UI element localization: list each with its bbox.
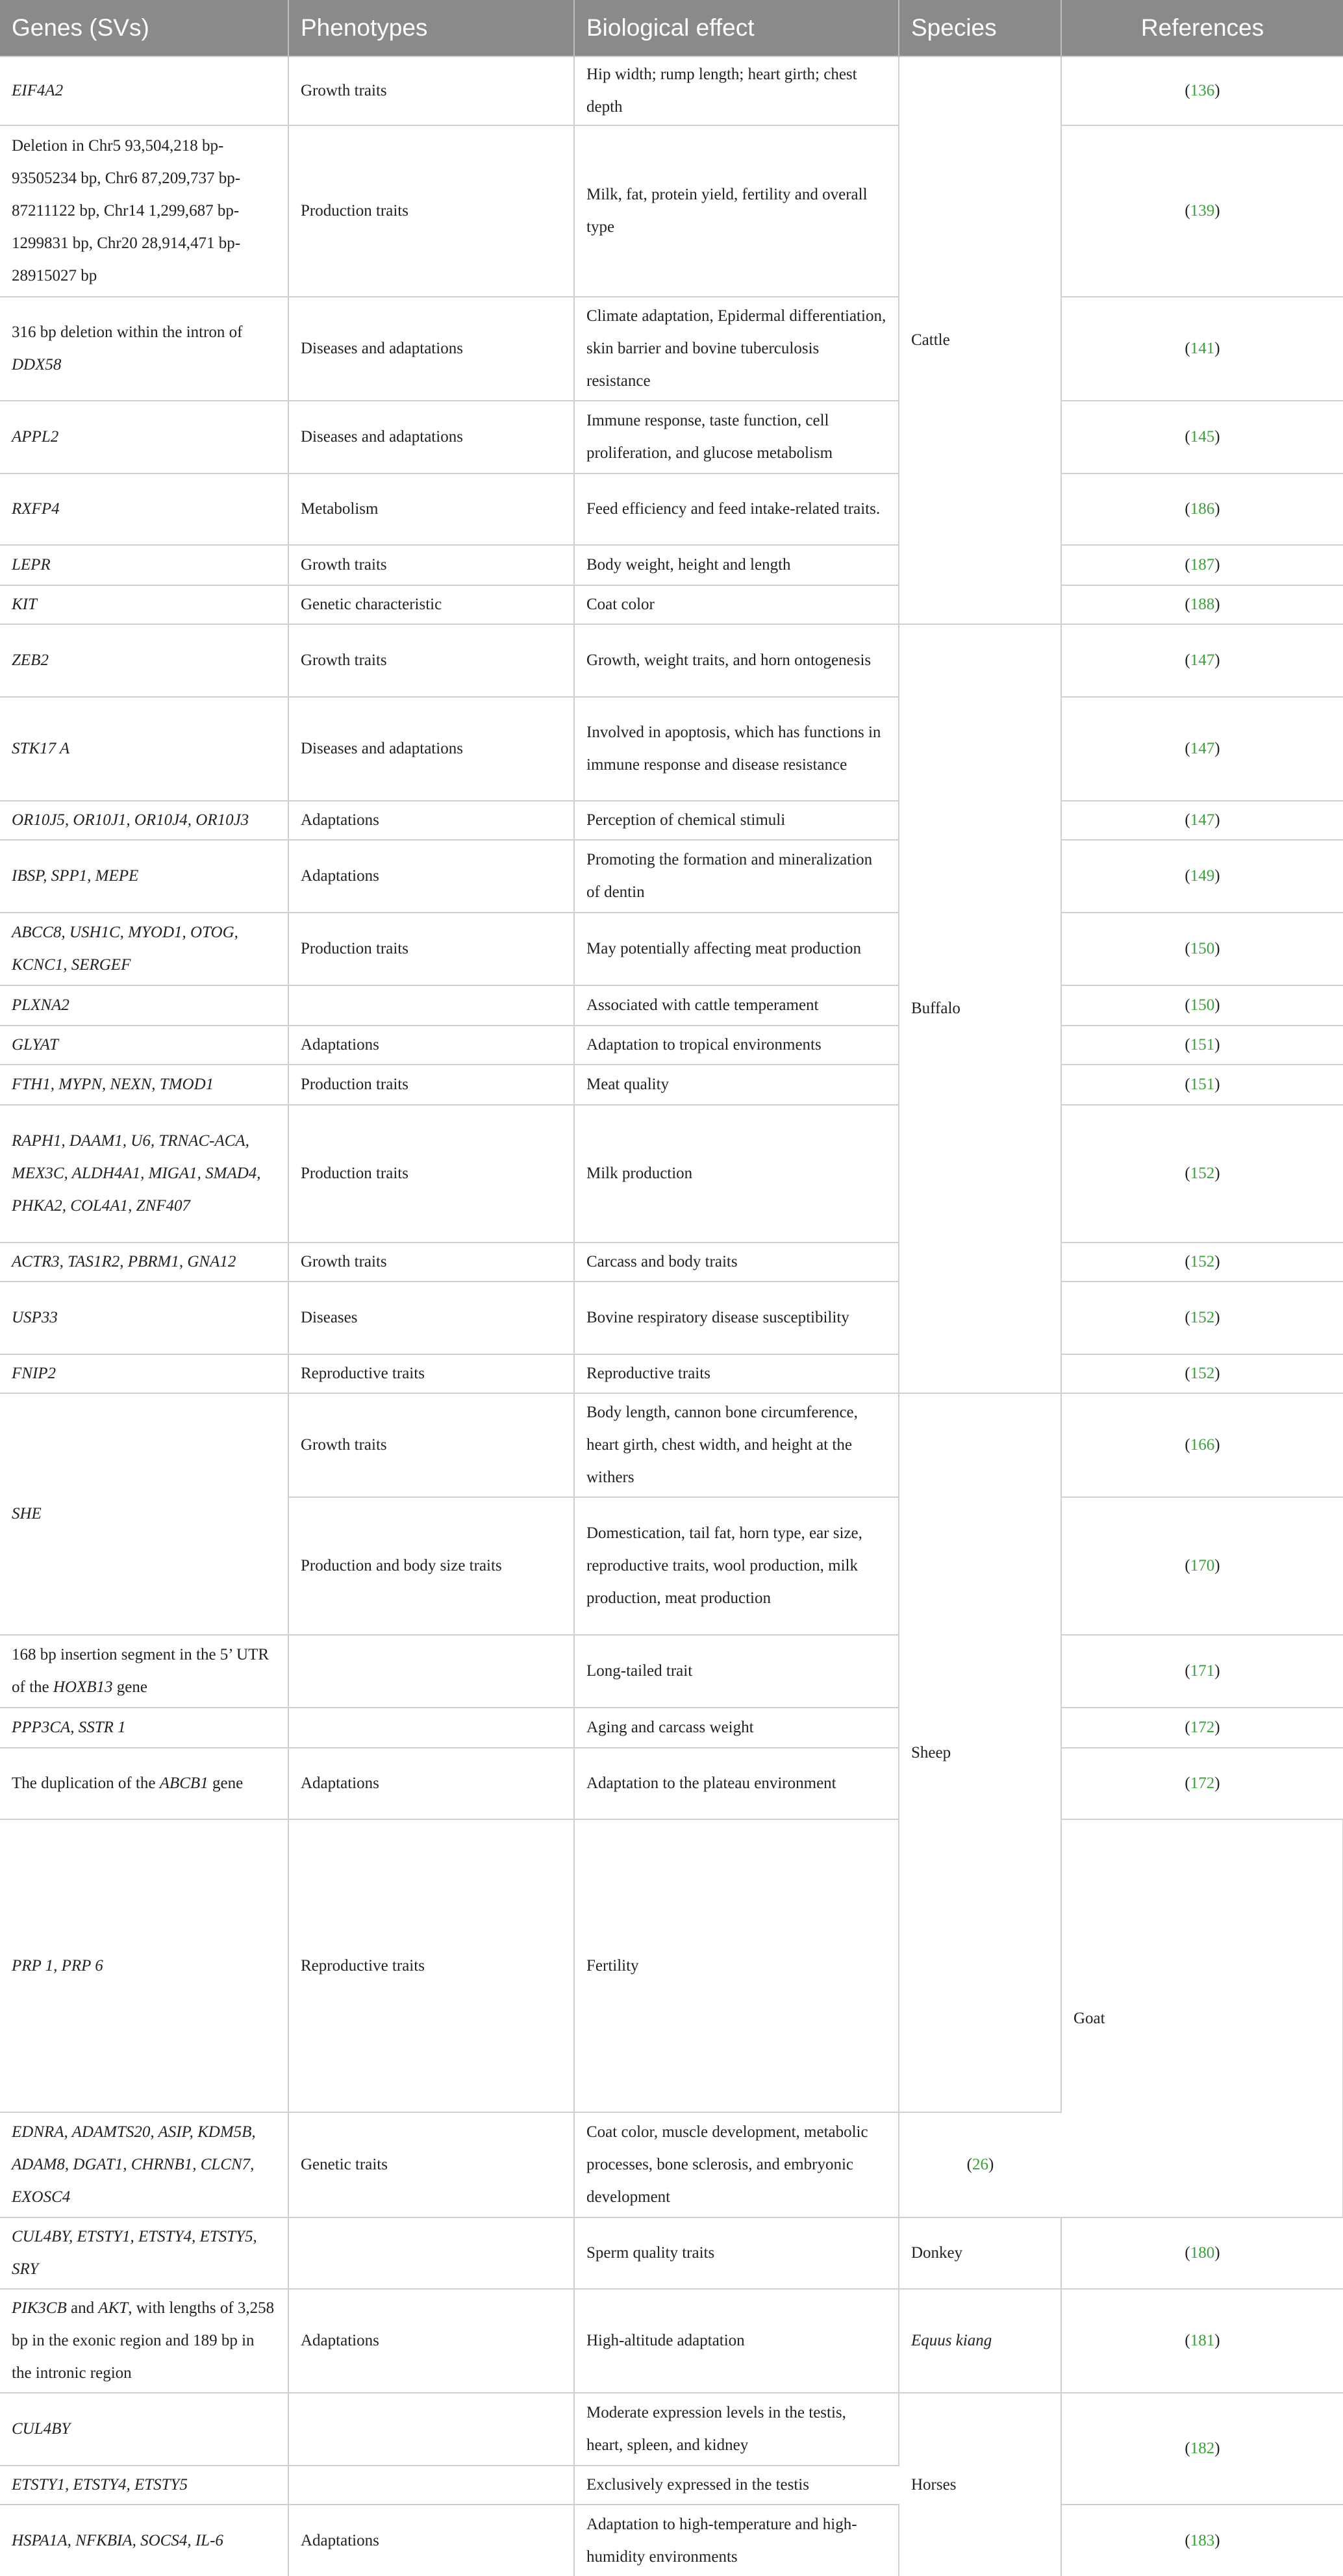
species-cell-buffalo: Buffalo: [899, 624, 1061, 1393]
phenotype-cell: Genetic characteristic: [288, 585, 574, 624]
phenotype-cell: Adaptations: [288, 1026, 574, 1065]
effect-cell: Long-tailed trait: [574, 1635, 899, 1708]
effect-cell: Milk, fat, protein yield, fertility and overall type: [574, 125, 899, 297]
gene-cell: USP33: [0, 1282, 288, 1354]
gene-cell: GLYAT: [0, 1026, 288, 1065]
reference-cell: (139): [1061, 125, 1343, 297]
phenotype-cell: Growth traits: [288, 624, 574, 697]
gene-cell: ACTR3, TAS1R2, PBRM1, GNA12: [0, 1243, 288, 1282]
table-row: [0, 401, 1343, 474]
reference-cell: (150): [1061, 985, 1343, 1026]
table-row: [0, 1026, 1343, 1065]
gene-cell: KIT: [0, 585, 288, 624]
reference-link[interactable]: 186: [1190, 500, 1215, 518]
reference-cell: (151): [1061, 1026, 1343, 1065]
species-cell-equus-kiang: Equus kiang: [899, 2289, 1061, 2393]
effect-cell: Body weight, height and length: [574, 545, 899, 585]
gene-cell: PPP3CA, SSTR 1: [0, 1708, 288, 1748]
reference-link[interactable]: 150: [1190, 940, 1215, 957]
gene-cell: FTH1, MYPN, NEXN, TMOD1: [0, 1065, 288, 1105]
reference-link[interactable]: 170: [1190, 1557, 1215, 1574]
reference-cell: (147): [1061, 624, 1343, 697]
reference-link[interactable]: 151: [1190, 1036, 1215, 1054]
gene-cell: HSPA1A, NFKBIA, SOCS4, IL-6: [0, 2505, 288, 2576]
gene-cell: PRP 1, PRP 6: [0, 1819, 288, 2112]
effect-cell: Feed efficiency and feed intake-related traits.: [574, 474, 899, 545]
phenotype-cell: [288, 985, 574, 1026]
reference-link[interactable]: 172: [1190, 1719, 1215, 1736]
table-row: [0, 985, 1343, 1026]
phenotype-cell: [288, 2466, 574, 2505]
gene-cell: ZEB2: [0, 624, 288, 697]
reference-link[interactable]: 152: [1190, 1165, 1215, 1182]
phenotype-cell: [288, 1708, 574, 1748]
reference-link[interactable]: 181: [1190, 2332, 1215, 2349]
gene-cell: CUL4BY, ETSTY1, ETSTY4, ETSTY5, SRY: [0, 2217, 288, 2289]
phenotype-cell: Diseases and adaptations: [288, 401, 574, 474]
phenotype-cell: Diseases: [288, 1282, 574, 1354]
effect-cell: Coat color, muscle development, metabolic processes, bone sclerosis, and embryonic development: [574, 2112, 899, 2217]
phenotype-cell: [288, 1635, 574, 1708]
reference-link[interactable]: 150: [1190, 996, 1215, 1014]
gene-cell: IBSP, SPP1, MEPE: [0, 840, 288, 913]
reference-cell: (150): [1061, 913, 1343, 985]
phenotype-cell: Production traits: [288, 1105, 574, 1243]
gene-cell: STK17 A: [0, 697, 288, 801]
gene-cell: ETSTY1, ETSTY4, ETSTY5: [0, 2466, 288, 2505]
table-row: [0, 2393, 1343, 2466]
reference-cell: (182): [1061, 2393, 1343, 2505]
table-row: [0, 2289, 1343, 2393]
phenotype-cell: Production and body size traits: [288, 1497, 574, 1635]
effect-cell: Meat quality: [574, 1065, 899, 1105]
effect-cell: Body length, cannon bone circumference, heart girth, chest width, and height at the withers: [574, 1393, 899, 1497]
table-row: [0, 1635, 1343, 1708]
table-row: [0, 125, 1343, 297]
phenotype-cell: Adaptations: [288, 801, 574, 840]
table-row: [0, 57, 1343, 125]
effect-cell: Fertility: [574, 1819, 899, 2112]
effect-cell: High-altitude adaptation: [574, 2289, 899, 2393]
gene-cell: ABCC8, USH1C, MYOD1, OTOG, KCNC1, SERGEF: [0, 913, 288, 985]
gene-cell: Deletion in Chr5 93,504,218 bp-93505234 bp, Chr6 87,209,737 bp-87211122 bp, Chr14 1,299,687 bp-1299831 bp, Chr20 28,914,471 bp-28915027 bp: [0, 125, 288, 297]
reference-link[interactable]: 166: [1190, 1436, 1215, 1454]
phenotype-cell: Adaptations: [288, 2289, 574, 2393]
gene-cell: APPL2: [0, 401, 288, 474]
reference-link[interactable]: 26: [972, 2156, 988, 2173]
reference-cell: (149): [1061, 840, 1343, 913]
phenotype-cell: Production traits: [288, 125, 574, 297]
effect-cell: Immune response, taste function, cell proliferation, and glucose metabolism: [574, 401, 899, 474]
header-references: References: [1061, 0, 1343, 57]
reference-link[interactable]: 152: [1190, 1309, 1215, 1326]
gene-cell: 316 bp deletion within the intron of DDX58: [0, 297, 288, 401]
effect-cell: Exclusively expressed in the testis: [574, 2466, 899, 2505]
effect-cell: Climate adaptation, Epidermal differentiation, skin barrier and bovine tuberculosis resistance: [574, 297, 899, 401]
table-row: [0, 840, 1343, 913]
effect-cell: Bovine respiratory disease susceptibility: [574, 1282, 899, 1354]
table-row: [0, 1393, 1343, 1497]
table-row: [0, 913, 1343, 985]
reference-link[interactable]: 152: [1190, 1365, 1215, 1382]
gene-cell: FNIP2: [0, 1354, 288, 1393]
species-cell-goat: Goat: [1061, 1819, 1343, 2217]
effect-cell: May potentially affecting meat production: [574, 913, 899, 985]
table-row: [0, 585, 1343, 624]
header-species: Species: [899, 0, 1061, 57]
table-row: [0, 297, 1343, 401]
reference-link[interactable]: 147: [1190, 651, 1215, 669]
table-row: [0, 1708, 1343, 1748]
phenotype-cell: Growth traits: [288, 1243, 574, 1282]
table-row: [0, 801, 1343, 840]
phenotype-cell: Production traits: [288, 913, 574, 985]
reference-link[interactable]: 188: [1190, 596, 1215, 613]
reference-cell: (171): [1061, 1635, 1343, 1708]
reference-link[interactable]: 136: [1190, 82, 1215, 99]
reference-link[interactable]: 145: [1190, 428, 1215, 446]
reference-cell: (26): [899, 2112, 1061, 2217]
reference-link[interactable]: 172: [1190, 1774, 1215, 1792]
table-row: [0, 2505, 1343, 2576]
effect-cell: Aging and carcass weight: [574, 1708, 899, 1748]
effect-cell: Carcass and body traits: [574, 1243, 899, 1282]
effect-cell: Moderate expression levels in the testis, heart, spleen, and kidney: [574, 2393, 899, 2466]
reference-link[interactable]: 139: [1190, 202, 1215, 220]
reference-link[interactable]: 147: [1190, 811, 1215, 829]
header-row: [0, 0, 1343, 57]
table-row: [0, 1065, 1343, 1105]
effect-cell: Involved in apoptosis, which has functions in immune response and disease resistance: [574, 697, 899, 801]
phenotype-cell: Adaptations: [288, 2505, 574, 2576]
gene-cell: CUL4BY: [0, 2393, 288, 2466]
reference-link[interactable]: 171: [1190, 1662, 1215, 1680]
gene-cell: The duplication of the ABCB1 gene: [0, 1748, 288, 1819]
reference-link[interactable]: 151: [1190, 1076, 1215, 1093]
reference-cell: (172): [1061, 1748, 1343, 1819]
effect-cell: Domestication, tail fat, horn type, ear size, reproductive traits, wool production, milk production, meat production: [574, 1497, 899, 1635]
table-row: [0, 624, 1343, 697]
table-row: [0, 1243, 1343, 1282]
reference-cell: (147): [1061, 697, 1343, 801]
gene-cell: PLXNA2: [0, 985, 288, 1026]
phenotype-cell: Adaptations: [288, 840, 574, 913]
reference-cell: (152): [1061, 1282, 1343, 1354]
effect-cell: Adaptation to the plateau environment: [574, 1748, 899, 1819]
reference-cell: (186): [1061, 474, 1343, 545]
gene-cell: RAPH1, DAAM1, U6, TRNAC-ACA, MEX3C, ALDH4A1, MIGA1, SMAD4, PHKA2, COL4A1, ZNF407: [0, 1105, 288, 1243]
phenotype-cell: Diseases and adaptations: [288, 297, 574, 401]
effect-cell: Growth, weight traits, and horn ontogenesis: [574, 624, 899, 697]
reference-cell: (181): [1061, 2289, 1343, 2393]
reference-cell: (152): [1061, 1354, 1343, 1393]
reference-cell: (151): [1061, 1065, 1343, 1105]
effect-cell: Associated with cattle temperament: [574, 985, 899, 1026]
header-phenotypes: Phenotypes: [288, 0, 574, 57]
effect-cell: Coat color: [574, 585, 899, 624]
gene-cell: SHE: [0, 1393, 288, 1635]
effect-cell: Promoting the formation and mineralization of dentin: [574, 840, 899, 913]
table-row: [0, 1354, 1343, 1393]
reference-cell: (145): [1061, 401, 1343, 474]
phenotype-cell: Metabolism: [288, 474, 574, 545]
reference-cell: (152): [1061, 1243, 1343, 1282]
gene-cell: LEPR: [0, 545, 288, 585]
table-row: [0, 697, 1343, 801]
reference-link[interactable]: 147: [1190, 740, 1215, 757]
gene-cell: EIF4A2: [0, 57, 288, 125]
species-cell-cattle: Cattle: [899, 57, 1061, 624]
phenotype-cell: Adaptations: [288, 1748, 574, 1819]
table-row: [0, 1105, 1343, 1243]
gene-cell: EDNRA, ADAMTS20, ASIP, KDM5B, ADAM8, DGAT1, CHRNB1, CLCN7, EXOSC4: [0, 2112, 288, 2217]
effect-cell: Hip width; rump length; heart girth; chest depth: [574, 57, 899, 125]
reference-link[interactable]: 180: [1190, 2244, 1215, 2262]
gene-cell: RXFP4: [0, 474, 288, 545]
reference-link[interactable]: 187: [1190, 556, 1215, 574]
phenotype-cell: Reproductive traits: [288, 1354, 574, 1393]
reference-cell: (166): [1061, 1393, 1343, 1497]
effect-cell: Adaptation to tropical environments: [574, 1026, 899, 1065]
reference-cell: (147): [1061, 801, 1343, 840]
reference-cell: (141): [1061, 297, 1343, 401]
effect-cell: Milk production: [574, 1105, 899, 1243]
phenotype-cell: Reproductive traits: [288, 1819, 574, 2112]
phenotype-cell: Genetic traits: [288, 2112, 574, 2217]
reference-link[interactable]: 141: [1190, 340, 1215, 357]
table-row: [0, 1748, 1343, 1819]
header-biological-effect: Biological effect: [574, 0, 899, 57]
effect-cell: Perception of chemical stimuli: [574, 801, 899, 840]
reference-link[interactable]: 182: [1190, 2440, 1215, 2457]
effect-cell: Reproductive traits: [574, 1354, 899, 1393]
table-row: [0, 1282, 1343, 1354]
species-cell-donkey: Donkey: [899, 2217, 1061, 2289]
reference-cell: (172): [1061, 1708, 1343, 1748]
phenotype-cell: Growth traits: [288, 1393, 574, 1497]
table-row: [0, 474, 1343, 545]
phenotype-cell: [288, 2217, 574, 2289]
species-cell-horses: Horses: [899, 2393, 1061, 2576]
species-cell-sheep: Sheep: [899, 1393, 1061, 2112]
reference-link[interactable]: 149: [1190, 867, 1215, 885]
phenotype-cell: Diseases and adaptations: [288, 697, 574, 801]
effect-cell: Adaptation to high-temperature and high-humidity environments: [574, 2505, 899, 2576]
header-genes: Genes (SVs): [0, 0, 288, 57]
reference-cell: (183): [1061, 2505, 1343, 2576]
reference-cell: (188): [1061, 585, 1343, 624]
gene-cell: OR10J5, OR10J1, OR10J4, OR10J3: [0, 801, 288, 840]
reference-cell: (187): [1061, 545, 1343, 585]
phenotype-cell: Growth traits: [288, 57, 574, 125]
phenotype-cell: Production traits: [288, 1065, 574, 1105]
table-row: [0, 545, 1343, 585]
reference-cell: (152): [1061, 1105, 1343, 1243]
reference-link[interactable]: 183: [1190, 2531, 1215, 2549]
gene-cell: PIK3CB and AKT, with lengths of 3,258 bp in the exonic region and 189 bp in the intronic region: [0, 2289, 288, 2393]
table-row: [0, 2217, 1343, 2289]
gene-cell: 168 bp insertion segment in the 5’ UTR of the HOXB13 gene: [0, 1635, 288, 1708]
reference-cell: (136): [1061, 57, 1343, 125]
reference-link[interactable]: 152: [1190, 1253, 1215, 1270]
reference-cell: (180): [1061, 2217, 1343, 2289]
phenotype-cell: [288, 2393, 574, 2466]
phenotype-cell: Growth traits: [288, 545, 574, 585]
reference-cell: (170): [1061, 1497, 1343, 1635]
table-row: [0, 1819, 1343, 2112]
effect-cell: Sperm quality traits: [574, 2217, 899, 2289]
